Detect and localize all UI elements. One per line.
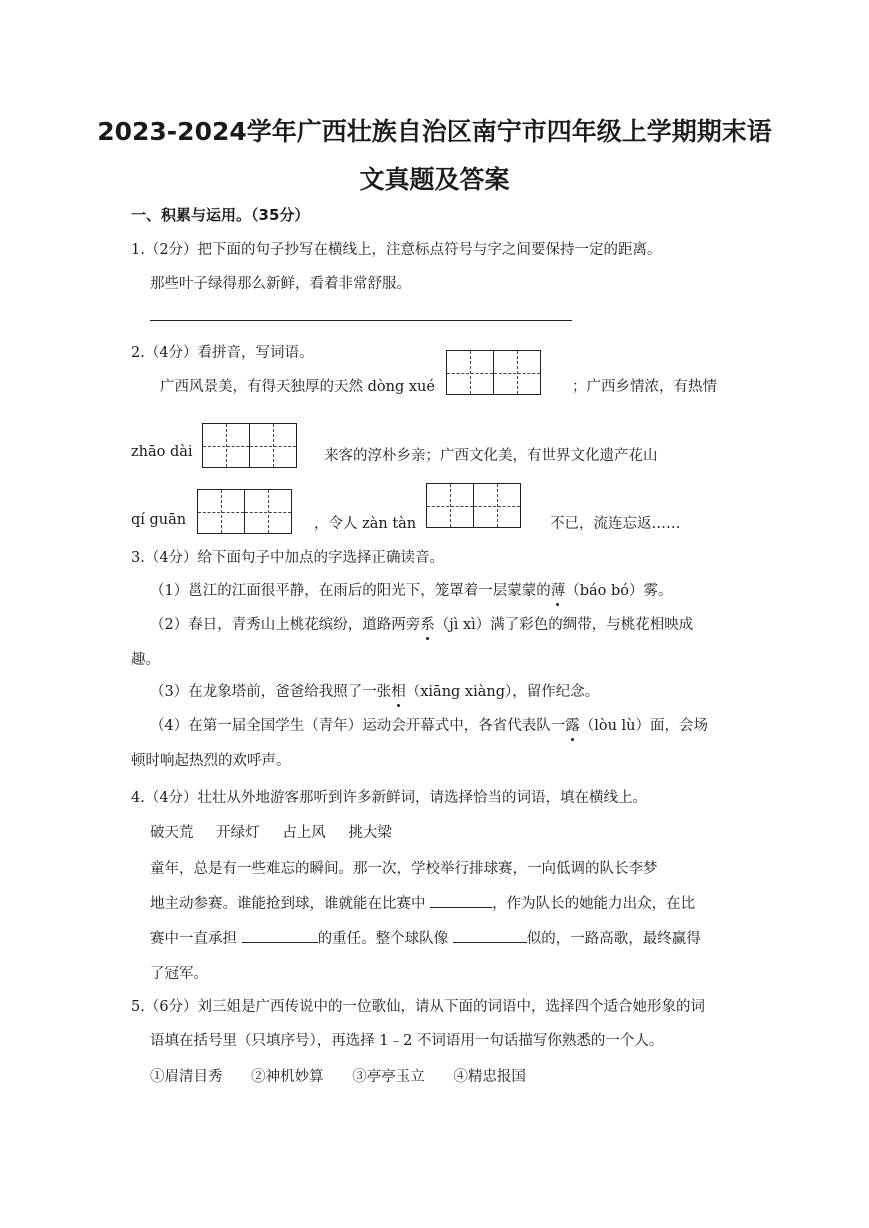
q3-sentence-4: （4）在第一届全国学生（青年）运动会开幕式中，各省代表队一露（lòu lù）面，会场 <box>150 714 708 735</box>
q2-line1-b: ；广西乡情浓，有热情 <box>572 379 717 395</box>
q5-option-3: ③亭亭玉立 <box>352 1069 425 1085</box>
q3-sentence-2: （2）春日，青秀山上桃花缤纷，道路两旁系（jì xì）满了彩色的绸带，与桃花相映成 <box>150 613 693 634</box>
q2-box-qiguan[interactable] <box>197 489 292 534</box>
q4-para-1: 童年，总是有一些难忘的瞬间。那一次，学校举行排球赛，一向低调的队长李梦 <box>150 861 658 877</box>
q4-prompt: 4.（4分）壮壮从外地游客那听到许多新鲜词，请选择恰当的词语，填在横线上。 <box>131 790 648 806</box>
q4-blank-1[interactable] <box>430 893 492 908</box>
q1-answer-line[interactable] <box>150 320 572 321</box>
q5-option-1: ①眉清目秀 <box>150 1069 223 1085</box>
q4-para-4: 了冠军。 <box>150 966 208 982</box>
page-title-line1: 2023-2024学年广西壮族自治区南宁市四年级上学期期末语 <box>97 117 772 146</box>
q3-dotted-char-2: 系 <box>420 613 435 634</box>
q5-option-4: ④精忠报国 <box>453 1069 526 1085</box>
q3-dotted-char-4: 露 <box>565 714 580 735</box>
q1-prompt: 1.（2分）把下面的句子抄写在横线上，注意标点符号与字之间要保持一定的距离。 <box>131 242 662 258</box>
q4-word-1: 破天荒 <box>150 825 194 841</box>
q4-para-3: 赛中一直承担 的重任。整个球队像 似的，一路高歌，最终赢得 <box>150 927 701 948</box>
q3-sentence-2-cont: 趣。 <box>131 652 160 668</box>
q2-box-zhaodai[interactable] <box>202 423 297 468</box>
q4-blank-3[interactable] <box>453 928 527 943</box>
q2-line3-b: ，令人 zàn tàn <box>314 516 417 532</box>
q2-box-zantan[interactable] <box>426 483 521 528</box>
q3-sentence-3: （3）在龙象塔前，爸爸给我照了一张相（xiāng xiàng），留作纪念。 <box>150 680 599 701</box>
q2-line3-c: 不已，流连忘返…… <box>550 516 681 532</box>
q2-prompt: 2.（4分）看拼音，写词语。 <box>131 345 314 361</box>
section-heading: 一、积累与运用。（35分） <box>131 206 310 224</box>
q5-prompt-2: 语填在括号里（只填序号），再选择 1﹣2 不词语用一句话描写你熟悉的一个人。 <box>150 1033 664 1049</box>
q2-line2-a: zhāo dài <box>131 444 193 460</box>
q2-line1-a: 广西风景美，有得天独厚的天然 dòng xué <box>160 379 435 395</box>
q4-para-2: 地主动参赛。谁能抢到球，谁就能在比赛中 ，作为队长的她能力出众，在比 <box>150 892 695 913</box>
q5-options <box>150 1065 526 1086</box>
q2-line3-a: qí guān <box>131 512 187 528</box>
q5-option-2: ②神机妙算 <box>251 1069 324 1085</box>
q2-line2-b: 来客的淳朴乡亲；广西文化美，有世界文化遗产花山 <box>324 448 658 464</box>
q3-sentence-1: （1）邕江的江面很平静，在雨后的阳光下，笼罩着一层蒙蒙的薄（báo bó）雾。 <box>150 579 673 600</box>
q4-word-3: 占上风 <box>282 825 326 841</box>
q3-dotted-char-1: 薄 <box>551 579 566 600</box>
q4-word-4: 挑大梁 <box>348 825 392 841</box>
q1-sentence: 那些叶子绿得那么新鲜，看着非常舒服。 <box>150 276 411 292</box>
q4-word-2: 开绿灯 <box>216 825 260 841</box>
q2-box-dongxue[interactable] <box>446 350 541 395</box>
q4-blank-2[interactable] <box>242 928 318 943</box>
q3-dotted-char-3: 相 <box>391 680 406 701</box>
page-title-line2: 文真题及答案 <box>359 165 510 194</box>
q3-sentence-4-cont: 顿时响起热烈的欢呼声。 <box>131 753 291 769</box>
q3-prompt: 3.（4分）给下面句子中加点的字选择正确读音。 <box>131 550 445 566</box>
q4-word-bank <box>150 821 392 842</box>
q5-prompt-1: 5.（6分）刘三姐是广西传说中的一位歌仙，请从下面的词语中，选择四个适合她形象的词 <box>131 999 706 1015</box>
